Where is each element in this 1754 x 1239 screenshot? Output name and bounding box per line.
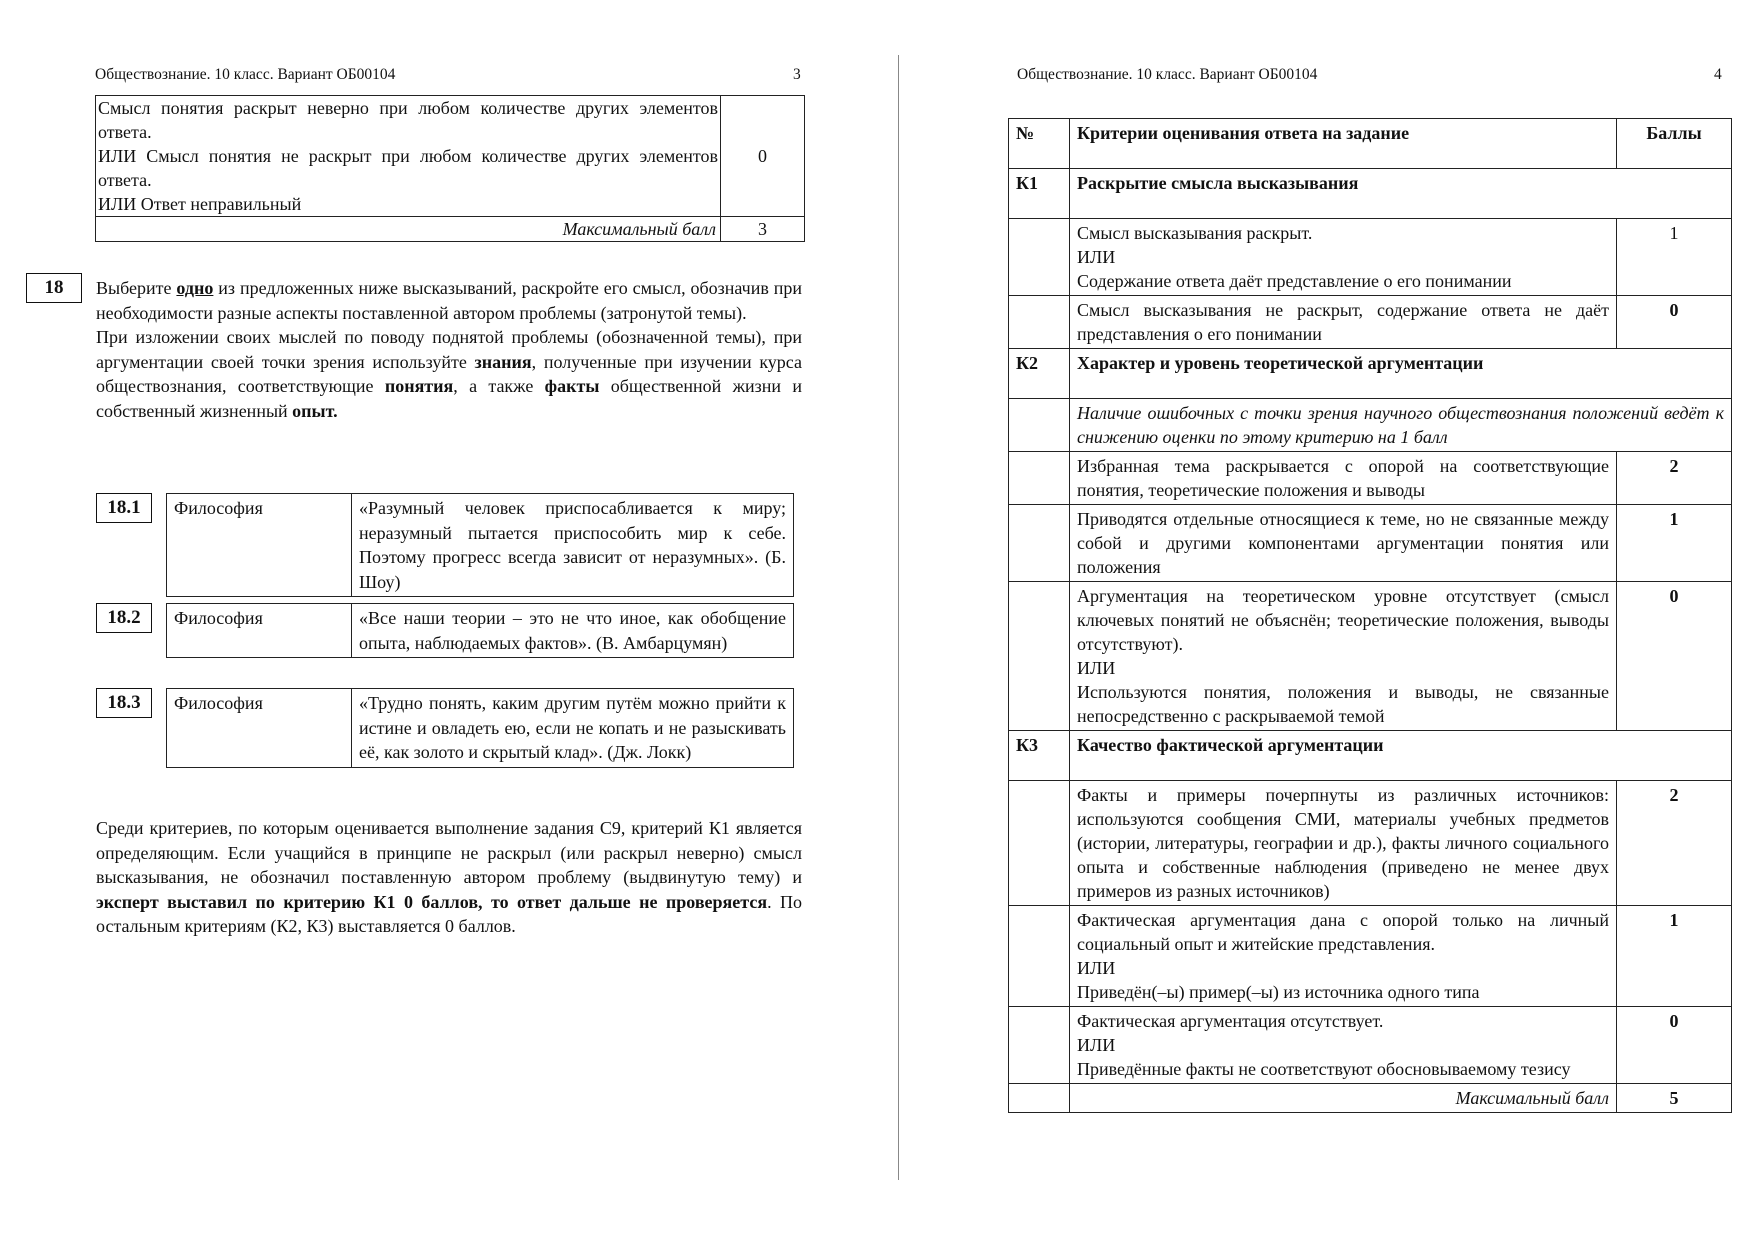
criterion-points: 0 (1617, 296, 1732, 349)
criterion-description: Смысл высказывания не раскрыт, содержание ответа не даёт представления о его понимании (1070, 296, 1617, 349)
max-score-value: 5 (1617, 1084, 1732, 1113)
option-subject: Философия (167, 604, 352, 658)
criterion-points: 0 (1617, 1007, 1732, 1084)
option-subject: Философия (167, 689, 352, 768)
max-score-label: Максимальный балл (96, 217, 721, 242)
criterion-note: Наличие ошибочных с точки зрения научного обществознания положений ведёт к снижению оценки по этому критерию на 1 балл (1070, 399, 1732, 452)
criteria-points: 0 (721, 96, 805, 217)
option-table (166, 493, 794, 597)
criteria-line: ИЛИ Ответ неправильный (98, 194, 302, 214)
criterion-description: Смысл высказывания раскрыт. ИЛИ Содержание ответа даёт представление о его понимании (1070, 219, 1617, 296)
criterion-points: 2 (1617, 452, 1732, 505)
option-number: 18.2 (96, 603, 152, 633)
col-header-no: № (1009, 119, 1070, 169)
option-number: 18.1 (96, 493, 152, 523)
option-table (166, 688, 794, 768)
option-number: 18.3 (96, 688, 152, 718)
criterion-description: Аргументация на теоретическом уровне отсутствует (смысл ключевых понятий не объяснён; теоретические положения, выводы отсутствуют). ИЛИ Используются понятия, положения и выводы, не связанные непосредственно с раскрываемой темой (1070, 582, 1617, 731)
option-table (166, 603, 794, 658)
task-number: 18 (26, 273, 82, 303)
criterion-points: 0 (1617, 582, 1732, 731)
col-header-criteria: Критерии оценивания ответа на задание (1070, 119, 1617, 169)
criteria-line: ИЛИ Смысл понятия не раскрыт при любом количестве других элементов ответа. (98, 146, 718, 190)
page-divider (898, 55, 899, 1180)
task-paragraph-2: При изложении своих мыслей по поводу поднятой проблемы (обозначенной темы), при аргументации своей точки зрения используйте знания, полученные при изучении курса обществознания, соответствующие понятия, а также факты общественной жизни и собственный жизненный опыт. (96, 327, 803, 421)
criterion-code: К1 (1009, 169, 1070, 219)
col-header-points: Баллы (1617, 119, 1732, 169)
left-header-title: Обществознание. 10 класс. Вариант ОБ00104 (95, 66, 396, 83)
evaluation-note-paragraph: Среди критериев, по которым оценивается выполнение задания С9, критерий К1 является определяющим. Если учащийся в принципе не раскрыл (или раскрыл неверно) смысл высказывания, не обозначил поставленную автором проблему (выдвинутую тему) и эксперт выставил по критерию К1 0 баллов, то ответ дальше не проверяется. По остальным критериям (К2, К3) выставляется 0 баллов. (96, 818, 803, 936)
task-instructions (96, 276, 802, 423)
criteria-table (1008, 118, 1732, 1113)
right-page-number: 4 (1714, 66, 1722, 83)
criterion-title: Раскрытие смысла высказывания (1070, 169, 1732, 219)
option-subject: Философия (167, 494, 352, 597)
criterion-description: Избранная тема раскрывается с опорой на соответствующие понятия, теоретические положения и выводы (1070, 452, 1617, 505)
max-score-label: Максимальный балл (1070, 1084, 1617, 1113)
max-score-value: 3 (721, 217, 805, 242)
criterion-points: 1 (1617, 219, 1732, 296)
criterion-description: Фактическая аргументация дана с опорой только на личный социальный опыт и житейские представления. ИЛИ Приведён(–ы) пример(–ы) из источника одного типа (1070, 906, 1617, 1007)
option-quote: «Разумный человек приспосабливается к миру; неразумный пытается приспособить мир к себе. Поэтому прогресс всегда зависит от неразумных». (Б. Шоу) (352, 494, 794, 597)
criteria-line: Смысл понятия раскрыт неверно при любом количестве других элементов ответа. (98, 98, 718, 142)
criterion-description: Приводятся отдельные относящиеся к теме, но не связанные между собой и другими компонентами аргументации понятия или положения (1070, 505, 1617, 582)
left-page-number: 3 (793, 66, 801, 83)
criteria-text-cell (96, 96, 721, 217)
criterion-title: Качество фактической аргументации (1070, 731, 1732, 781)
criterion-code: К2 (1009, 349, 1070, 399)
option-quote: «Все наши теории – это не что иное, как обобщение опыта, наблюдаемых фактов». (В. Амбарцумян) (352, 604, 794, 658)
criterion-description: Фактическая аргументация отсутствует. ИЛИ Приведённые факты не соответствуют обосновываемому тезису (1070, 1007, 1617, 1084)
task-paragraph-1: Выберите одно из предложенных ниже высказываний, раскройте его смысл, обозначив при необходимости разные аспекты поставленной автором проблемы (затронутой темы). (96, 278, 803, 323)
criterion-description: Факты и примеры почерпнуты из различных источников: используются сообщения СМИ, материалы учебных предметов (истории, литературы, географии и др.), факты личного социального опыта и собственные наблюдения (приведено не менее двух примеров из разных источников) (1070, 781, 1617, 906)
criterion-code: К3 (1009, 731, 1070, 781)
criterion-title: Характер и уровень теоретической аргументации (1070, 349, 1732, 399)
top-criteria-table (95, 95, 805, 242)
right-header-title: Обществознание. 10 класс. Вариант ОБ00104 (1017, 66, 1318, 83)
criterion-points: 1 (1617, 906, 1732, 1007)
option-quote: «Трудно понять, каким другим путём можно прийти к истине и овладеть ею, если не копать и не разыскивать её, как золото и скрытый клад». (Дж. Локк) (352, 689, 794, 768)
criterion-points: 2 (1617, 781, 1732, 906)
criterion-points: 1 (1617, 505, 1732, 582)
